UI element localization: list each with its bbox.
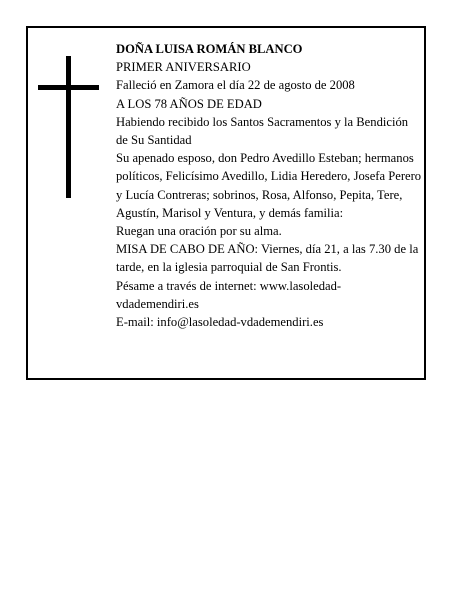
condolences-link: Pésame a través de internet: www.lasoledad-vdademendiri.es xyxy=(116,278,342,311)
mass-info: MISA DE CABO DE AÑO: Viernes, día 21, a las 7.30 de la tarde, en la iglesia parroquial de San Frontis. xyxy=(116,242,419,275)
death-info: Falleció en Zamora el día 22 de agosto de 2008 xyxy=(116,78,355,93)
deceased-name: DOÑA LUISA ROMÁN BLANCO xyxy=(116,42,303,56)
notice-text xyxy=(116,40,422,331)
cross-vertical-bar xyxy=(66,56,71,198)
prayer-request: Ruegan una oración por su alma. xyxy=(116,224,282,239)
sacraments-line: Habiendo recibido los Santos Sacramentos y la Bendición de Su Santidad xyxy=(116,114,409,148)
obituary-notice xyxy=(26,26,426,380)
family-paragraph: Su apenado esposo, don Pedro Avedillo Esteban; hermanos políticos, Felicísimo Avedillo, Lidia Heredero, Josefa Perero y Lucía Contreras; sobrinos, Rosa, Alfonso, Pepita, Tere, Agustín, Marisol y Ventura, y demás familia: xyxy=(116,151,422,220)
anniversary-line: PRIMER ANIVERSARIO xyxy=(116,60,251,75)
email-line: E-mail: info@lasoledad-vdademendiri.es xyxy=(116,315,324,330)
age-line: A LOS 78 AÑOS DE EDAD xyxy=(116,96,262,111)
cross-horizontal-bar xyxy=(38,85,99,90)
